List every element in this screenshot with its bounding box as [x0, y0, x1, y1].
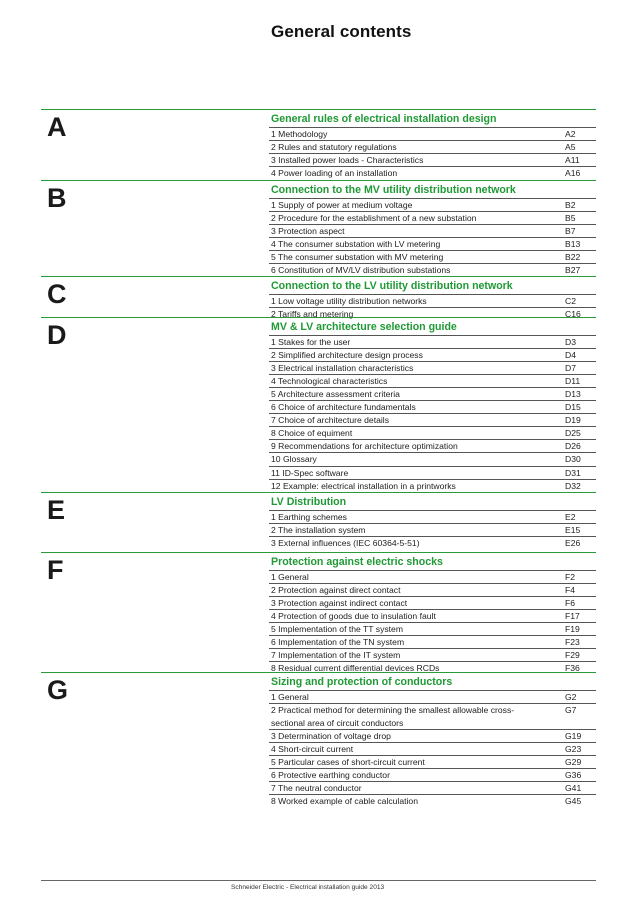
- entry-title: 4 Protection of goods due to insulation fault: [271, 611, 436, 622]
- toc-entry[interactable]: [269, 648, 596, 661]
- entry-page-ref: B27: [565, 265, 581, 276]
- section-title: Protection against electric shocks: [271, 556, 443, 568]
- entry-page-ref: G36: [565, 770, 582, 781]
- entry-title: 1 Stakes for the user: [271, 337, 351, 347]
- entry-title: 4 Technological characteristics: [271, 376, 388, 387]
- entry-page-ref: G41: [565, 783, 582, 794]
- section-divider: [41, 276, 596, 277]
- toc-entry[interactable]: [269, 781, 596, 794]
- footer-text: Schneider Electric - Electrical installation guide 2013: [231, 884, 385, 891]
- toc-entry[interactable]: [269, 742, 596, 755]
- entry-title: 2 Protection against direct contact: [271, 585, 401, 596]
- entry-page-ref: D7: [565, 363, 576, 374]
- toc-entry[interactable]: [269, 439, 596, 452]
- entry-page-ref: D19: [565, 415, 581, 426]
- toc-entry[interactable]: [269, 536, 596, 549]
- section-title: General rules of electrical installation design: [271, 113, 497, 125]
- toc-entry[interactable]: [269, 413, 596, 426]
- toc-entry[interactable]: [269, 479, 596, 492]
- entry-title: 3 Installed power loads - Characteristics: [271, 155, 424, 166]
- entry-page-ref: D4: [565, 350, 576, 361]
- toc-entry[interactable]: [269, 400, 596, 413]
- entry-title: 7 The neutral conductor: [271, 783, 362, 794]
- toc-entry[interactable]: [269, 348, 596, 361]
- toc-entry[interactable]: [269, 426, 596, 439]
- section-letter: C: [47, 279, 67, 309]
- toc-entry[interactable]: [269, 609, 596, 622]
- entry-page-ref: D3: [565, 337, 576, 347]
- entry-page-ref: D32: [565, 480, 581, 491]
- entry-page-ref: G7: [565, 705, 577, 716]
- entry-title: 3 External influences (IEC 60364-5-51): [271, 538, 420, 549]
- toc-entry[interactable]: [269, 755, 596, 768]
- entry-page-ref: B22: [565, 252, 581, 263]
- toc-entry[interactable]: [269, 729, 596, 742]
- toc-entry[interactable]: [269, 570, 596, 583]
- entry-page-ref: D30: [565, 454, 581, 465]
- entry-title: 2 Tariffs and metering: [271, 309, 354, 320]
- section-letter: G: [47, 675, 69, 705]
- toc-entry[interactable]: [269, 127, 596, 140]
- entry-page-ref: B7: [565, 226, 576, 237]
- entry-title: 1 General: [271, 692, 309, 702]
- entry-title: 4 Short-circuit current: [271, 744, 354, 755]
- entry-title: 1 Earthing schemes: [271, 512, 347, 522]
- entry-title: 2 Rules and statutory regulations: [271, 142, 397, 153]
- section-divider: [41, 317, 596, 318]
- entry-page-ref: B5: [565, 213, 576, 224]
- section-divider: [41, 109, 596, 110]
- toc-entry[interactable]: [269, 140, 596, 153]
- entry-page-ref: E2: [565, 512, 576, 522]
- entry-page-ref: G2: [565, 692, 577, 702]
- toc-entry[interactable]: [269, 250, 596, 263]
- section-letter: D: [47, 320, 67, 350]
- entry-title: 1 Low voltage utility distribution networks: [271, 296, 427, 306]
- entry-title: 2 The installation system: [271, 525, 366, 536]
- section-divider: [41, 492, 596, 493]
- toc-entry[interactable]: [269, 294, 596, 307]
- entry-page-ref: A5: [565, 142, 576, 153]
- entry-page-ref: F4: [565, 585, 576, 596]
- section-title: MV & LV architecture selection guide: [271, 321, 457, 333]
- entry-title: 6 Protective earthing conductor: [271, 770, 390, 781]
- toc-entry[interactable]: [269, 690, 596, 703]
- entry-page-ref: G19: [565, 731, 582, 742]
- toc-entry[interactable]: [269, 224, 596, 237]
- entry-title: 1 General: [271, 572, 309, 582]
- entry-title: 7 Choice of architecture details: [271, 415, 389, 426]
- entry-title: 3 Protection against indirect contact: [271, 598, 408, 609]
- section-title: Connection to the LV utility distribution network: [271, 280, 513, 292]
- section-divider: [41, 552, 596, 553]
- entry-title: 2 Simplified architecture design process: [271, 350, 423, 361]
- section-title: LV Distribution: [271, 496, 347, 508]
- entry-title: 3 Determination of voltage drop: [271, 731, 391, 742]
- entry-page-ref: D25: [565, 428, 581, 439]
- entry-page-ref: E15: [565, 525, 581, 536]
- toc-entry[interactable]: [269, 335, 596, 348]
- entry-page-ref: D15: [565, 402, 581, 413]
- toc-entry[interactable]: [269, 703, 596, 729]
- toc-entry[interactable]: [269, 198, 596, 211]
- entry-page-ref: G29: [565, 757, 582, 768]
- toc-entry[interactable]: [269, 153, 596, 166]
- entry-page-ref: D13: [565, 389, 581, 400]
- entry-title: 9 Recommendations for architecture optimization: [271, 441, 458, 452]
- entry-page-ref: F17: [565, 611, 580, 622]
- section-letter: A: [47, 112, 67, 142]
- entry-title: 6 Constitution of MV/LV distribution substations: [271, 265, 451, 276]
- entry-page-ref: D31: [565, 467, 581, 478]
- entry-title: 3 Electrical installation characteristics: [271, 363, 414, 374]
- entry-title: 10 Glossary: [271, 454, 317, 465]
- section-title: Connection to the MV utility distribution network: [271, 184, 516, 196]
- entry-title: 6 Implementation of the TN system: [271, 637, 405, 648]
- toc-entry[interactable]: [269, 596, 596, 609]
- entry-page-ref: F2: [565, 572, 576, 582]
- footer-divider: [41, 880, 596, 881]
- entry-title: 8 Residual current differential devices RCDs: [271, 663, 440, 674]
- entry-page-ref: C2: [565, 296, 576, 306]
- toc-entry[interactable]: [269, 510, 596, 523]
- entry-title: 5 Architecture assessment criteria: [271, 389, 400, 400]
- entry-page-ref: F6: [565, 598, 576, 609]
- toc-entry[interactable]: [269, 466, 596, 479]
- toc-entry[interactable]: [269, 635, 596, 648]
- toc-entry[interactable]: [269, 361, 596, 374]
- section-letter: E: [47, 495, 66, 525]
- entry-page-ref: F36: [565, 663, 580, 674]
- entry-title: 4 Power loading of an installation: [271, 168, 398, 179]
- entry-page-ref: F19: [565, 624, 580, 635]
- entry-page-ref: F23: [565, 637, 580, 648]
- section-letter: B: [47, 183, 67, 213]
- entry-page-ref: E26: [565, 538, 581, 549]
- toc-entry[interactable]: [269, 768, 596, 781]
- toc-entry[interactable]: [269, 622, 596, 635]
- entry-title: 2 Procedure for the establishment of a new substation: [271, 213, 477, 224]
- entry-page-ref: G23: [565, 744, 582, 755]
- entry-title: 4 The consumer substation with LV metering: [271, 239, 441, 250]
- entry-page-ref: A11: [565, 155, 580, 166]
- entry-title: 11 ID-Spec software: [271, 467, 349, 478]
- entry-title: 2 Practical method for determining the smallest allowable cross-sectional area of circuit conductors: [271, 705, 515, 728]
- toc-entry[interactable]: [269, 237, 596, 250]
- entry-page-ref: C16: [565, 309, 581, 320]
- entry-page-ref: B13: [565, 239, 581, 250]
- toc-entry[interactable]: [269, 452, 596, 465]
- toc-entry[interactable]: [269, 263, 596, 276]
- toc-entry[interactable]: [269, 794, 596, 807]
- entry-page-ref: A16: [565, 168, 581, 179]
- entry-page-ref: F29: [565, 650, 580, 661]
- section-letter: F: [47, 555, 64, 585]
- toc-entry[interactable]: [269, 307, 596, 320]
- entry-title: 8 Worked example of cable calculation: [271, 796, 418, 807]
- entry-title: 5 Particular cases of short-circuit current: [271, 757, 425, 768]
- entry-page-ref: G45: [565, 796, 582, 807]
- entry-title: 5 The consumer substation with MV metering: [271, 252, 444, 263]
- toc-entry[interactable]: [269, 211, 596, 224]
- entry-title: 5 Implementation of the TT system: [271, 624, 403, 635]
- toc-entry[interactable]: [269, 583, 596, 596]
- page-title: General contents: [271, 22, 412, 41]
- entry-title: 1 Methodology: [271, 129, 328, 139]
- entry-title: 3 Protection aspect: [271, 226, 345, 237]
- section-divider: [41, 672, 596, 673]
- entry-page-ref: B2: [565, 200, 576, 210]
- toc-entry[interactable]: [269, 374, 596, 387]
- entry-title: 1 Supply of power at medium voltage: [271, 200, 413, 210]
- toc-entry[interactable]: [269, 387, 596, 400]
- entry-title: 12 Example: electrical installation in a printworks: [271, 480, 456, 491]
- entry-title: 8 Choice of equiment: [271, 428, 353, 439]
- section-title: Sizing and protection of conductors: [271, 676, 453, 688]
- entry-page-ref: D26: [565, 441, 581, 452]
- entry-title: 7 Implementation of the IT system: [271, 650, 401, 661]
- section-divider: [41, 180, 596, 181]
- entry-page-ref: D11: [565, 376, 581, 387]
- toc-entry[interactable]: [269, 166, 596, 179]
- entry-title: 6 Choice of architecture fundamentals: [271, 402, 416, 413]
- entry-page-ref: A2: [565, 129, 576, 139]
- toc-entry[interactable]: [269, 523, 596, 536]
